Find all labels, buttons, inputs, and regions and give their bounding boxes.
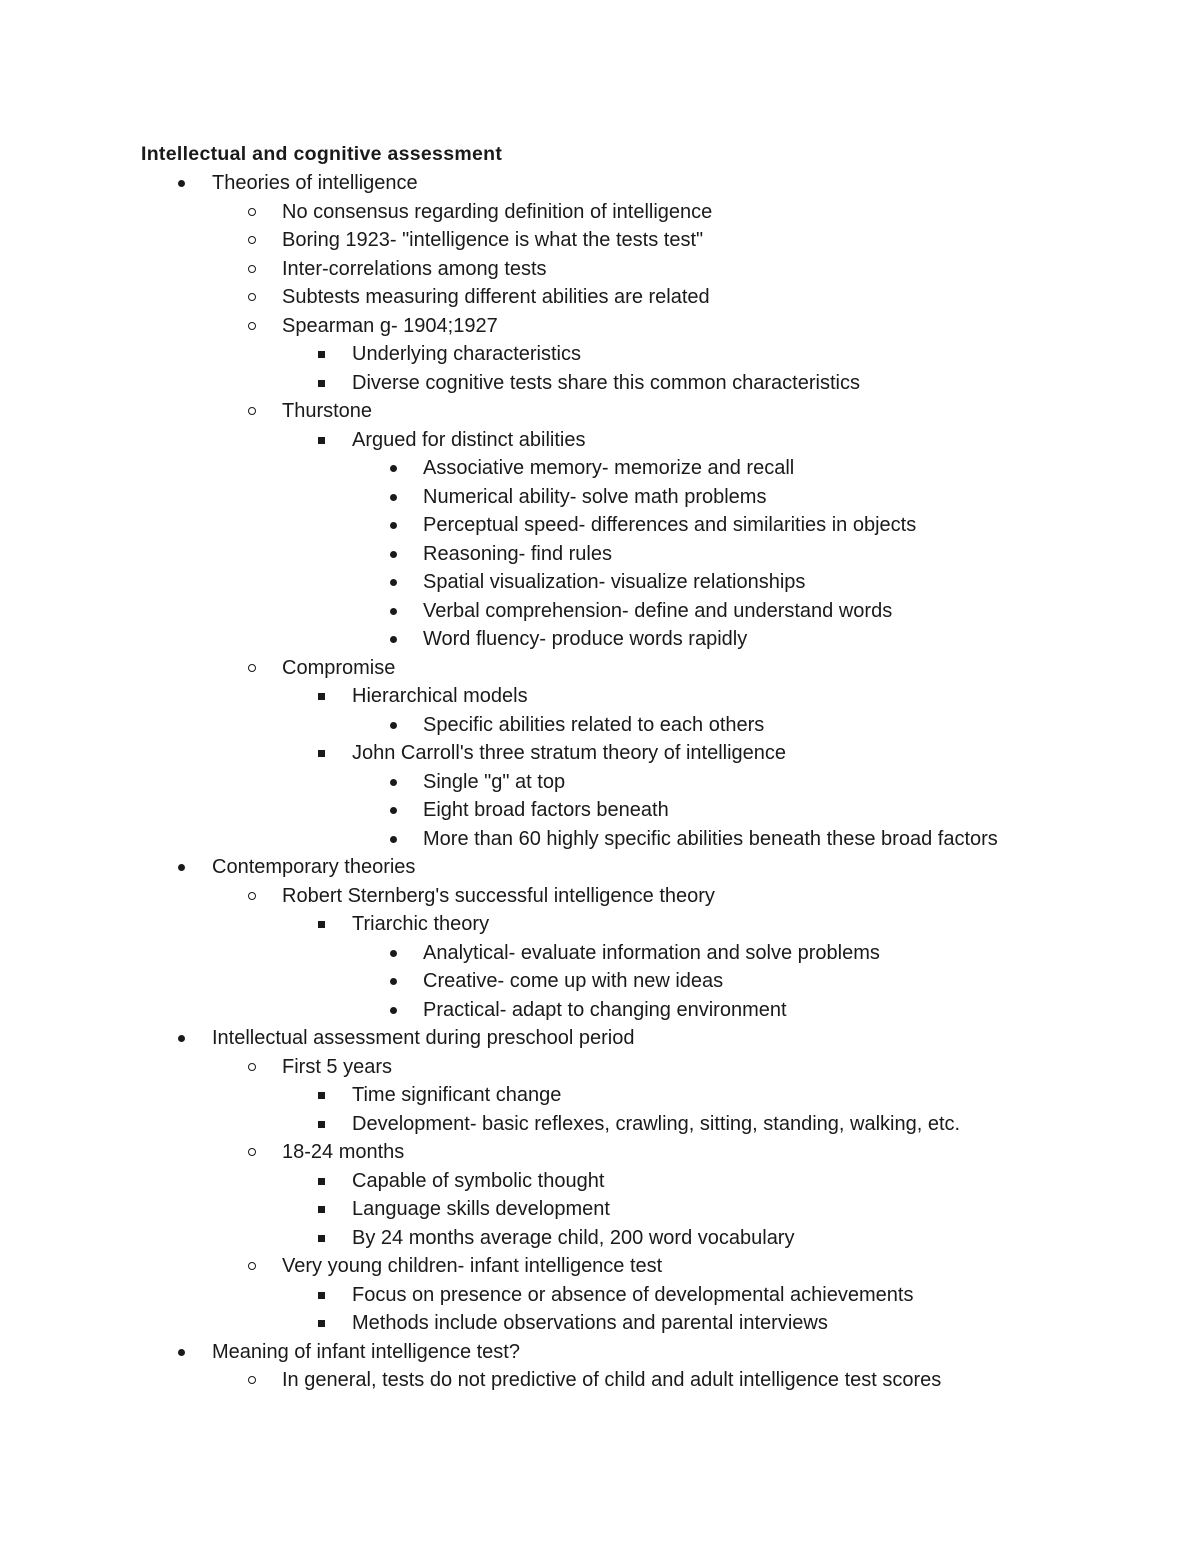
filled-disc-bullet-icon — [390, 494, 397, 501]
filled-disc-bullet-icon — [178, 1035, 185, 1042]
outline-item-level-4 — [0, 768, 1200, 797]
outline-item-text: Thurstone — [282, 400, 373, 422]
filled-square-bullet-icon — [318, 693, 325, 700]
outline-item-level-4 — [0, 967, 1200, 996]
filled-disc-bullet-icon — [390, 551, 397, 558]
outline-item-level-2 — [0, 226, 1200, 255]
outline-item-level-2 — [0, 198, 1200, 227]
outline-item-text: Focus on presence or absence of developmental achievements — [352, 1283, 914, 1306]
outline-item-level-3 — [0, 369, 1200, 398]
filled-disc-bullet-icon — [390, 807, 397, 814]
filled-disc-bullet-icon — [178, 180, 185, 187]
outline-item-text: Underlying characteristics — [352, 343, 581, 365]
hollow-circle-bullet-icon — [248, 1262, 256, 1270]
filled-square-bullet-icon — [318, 1292, 325, 1299]
filled-disc-bullet-icon — [390, 779, 397, 786]
outline-item-level-2 — [0, 255, 1200, 284]
outline-item-level-4 — [0, 511, 1200, 540]
filled-disc-bullet-icon — [390, 608, 397, 615]
hollow-circle-bullet-icon — [248, 407, 256, 415]
filled-square-bullet-icon — [318, 1235, 325, 1242]
outline-item-level-3 — [0, 1195, 1200, 1224]
filled-square-bullet-icon — [318, 1121, 325, 1128]
hollow-circle-bullet-icon — [248, 664, 256, 672]
outline-item-text: John Carroll's three stratum theory of intelligence — [352, 742, 787, 764]
filled-square-bullet-icon — [318, 380, 325, 387]
filled-disc-bullet-icon — [390, 636, 397, 643]
outline-item-level-4 — [0, 711, 1200, 740]
outline-item-level-2 — [0, 1366, 1200, 1395]
document-title: Intellectual and cognitive assessment — [141, 143, 503, 165]
outline-item-level-2 — [0, 397, 1200, 426]
outline-item-text: No consensus regarding definition of intelligence — [282, 200, 713, 223]
outline-item-text: Analytical- evaluate information and solve problems — [423, 941, 880, 964]
filled-square-bullet-icon — [318, 351, 325, 358]
filled-disc-bullet-icon — [390, 522, 397, 529]
outline-item-level-4 — [0, 454, 1200, 483]
outline-item-level-3 — [0, 910, 1200, 939]
outline-item-text: In general, tests do not predictive of child and adult intelligence test scores — [282, 1369, 942, 1391]
outline-item-text: Compromise — [282, 656, 396, 679]
filled-disc-bullet-icon — [390, 978, 397, 985]
outline-item-level-4 — [0, 625, 1200, 654]
outline-item-level-3 — [0, 739, 1200, 768]
filled-square-bullet-icon — [318, 1206, 325, 1213]
outline-item-level-2 — [0, 1053, 1200, 1082]
outline-item-text: Very young children- infant intelligence test — [282, 1255, 663, 1277]
hollow-circle-bullet-icon — [248, 892, 256, 900]
filled-disc-bullet-icon — [390, 722, 397, 729]
outline-item-level-1 — [0, 1024, 1200, 1053]
outline-item-level-1 — [0, 1338, 1200, 1367]
hollow-circle-bullet-icon — [248, 293, 256, 301]
outline-item-level-3 — [0, 1224, 1200, 1253]
filled-disc-bullet-icon — [390, 579, 397, 586]
outline-item-level-2 — [0, 882, 1200, 911]
outline-item-text: Perceptual speed- differences and similarities in objects — [423, 514, 917, 536]
hollow-circle-bullet-icon — [248, 1148, 256, 1156]
outline-item-level-1 — [0, 853, 1200, 882]
filled-square-bullet-icon — [318, 1092, 325, 1099]
outline-item-text: Theories of intelligence — [212, 172, 418, 194]
filled-disc-bullet-icon — [390, 1007, 397, 1014]
outline-item-text: By 24 months average child, 200 word vocabulary — [352, 1226, 795, 1249]
outline-item-level-4 — [0, 540, 1200, 569]
filled-square-bullet-icon — [318, 750, 325, 757]
outline-item-text: Intellectual assessment during preschool period — [212, 1027, 635, 1049]
outline-item-level-3 — [0, 682, 1200, 711]
outline-item-level-2 — [0, 654, 1200, 683]
outline-item-text: More than 60 highly specific abilities beneath these broad factors — [423, 827, 998, 850]
outline-item-level-2 — [0, 312, 1200, 341]
hollow-circle-bullet-icon — [248, 208, 256, 216]
outline-item-text: Meaning of infant intelligence test? — [212, 1340, 520, 1363]
outline-item-text: Development- basic reflexes, crawling, sitting, standing, walking, etc. — [352, 1112, 961, 1135]
filled-square-bullet-icon — [318, 437, 325, 444]
outline-item-text: Practical- adapt to changing environment — [423, 998, 787, 1021]
outline-item-level-3 — [0, 340, 1200, 369]
outline-item-text: Inter-correlations among tests — [282, 257, 547, 280]
outline-item-text: Reasoning- find rules — [423, 542, 612, 565]
outline-item-text: Boring 1923- "intelligence is what the tests test" — [282, 229, 704, 251]
outline-item-text: Hierarchical models — [352, 685, 528, 707]
hollow-circle-bullet-icon — [248, 1376, 256, 1384]
outline-item-level-4 — [0, 568, 1200, 597]
outline-item-level-4 — [0, 597, 1200, 626]
filled-disc-bullet-icon — [178, 1349, 185, 1356]
outline-item-level-2 — [0, 1138, 1200, 1167]
outline-item-level-1 — [0, 169, 1200, 198]
outline-item-text: 18-24 months — [282, 1141, 405, 1163]
outline-item-level-2 — [0, 283, 1200, 312]
outline-item-level-3 — [0, 1110, 1200, 1139]
outline-item-level-4 — [0, 796, 1200, 825]
outline-item-text: Argued for distinct abilities — [352, 428, 586, 451]
outline-item-text: Spatial visualization- visualize relationships — [423, 571, 806, 593]
filled-disc-bullet-icon — [390, 836, 397, 843]
outline-item-text: Diverse cognitive tests share this common characteristics — [352, 371, 860, 394]
outline-item-text: First 5 years — [282, 1055, 393, 1078]
outline-item-text: Language skills development — [352, 1198, 610, 1220]
hollow-circle-bullet-icon — [248, 236, 256, 244]
outline-item-text: Time significant change — [352, 1084, 562, 1106]
outline-item-level-2 — [0, 1252, 1200, 1281]
outline-item-level-3 — [0, 426, 1200, 455]
outline-item-text: Numerical ability- solve math problems — [423, 485, 767, 508]
outline-item-text: Triarchic theory — [352, 913, 490, 935]
outline-item-level-4 — [0, 939, 1200, 968]
outline-item-level-4 — [0, 483, 1200, 512]
outline-item-level-4 — [0, 825, 1200, 854]
outline-item-text: Methods include observations and parental interviews — [352, 1312, 828, 1334]
hollow-circle-bullet-icon — [248, 265, 256, 273]
outline-item-text: Word fluency- produce words rapidly — [423, 628, 748, 650]
outline-item-level-3 — [0, 1309, 1200, 1338]
filled-disc-bullet-icon — [390, 950, 397, 957]
outline-item-text: Specific abilities related to each others — [423, 713, 765, 736]
filled-square-bullet-icon — [318, 1320, 325, 1327]
filled-disc-bullet-icon — [390, 465, 397, 472]
outline-item-text: Associative memory- memorize and recall — [423, 457, 795, 479]
outline-item-level-3 — [0, 1081, 1200, 1110]
outline-item-text: Verbal comprehension- define and understand words — [423, 599, 893, 622]
hollow-circle-bullet-icon — [248, 1063, 256, 1071]
filled-square-bullet-icon — [318, 1178, 325, 1185]
outline-item-text: Capable of symbolic thought — [352, 1169, 605, 1192]
outline-item-text: Creative- come up with new ideas — [423, 970, 724, 992]
filled-disc-bullet-icon — [178, 864, 185, 871]
bullet-outline — [0, 169, 1200, 1395]
hollow-circle-bullet-icon — [248, 322, 256, 330]
outline-item-text: Single "g" at top — [423, 770, 566, 793]
filled-square-bullet-icon — [318, 921, 325, 928]
outline-item-level-3 — [0, 1167, 1200, 1196]
outline-item-text: Robert Sternberg's successful intelligence theory — [282, 884, 715, 907]
outline-item-level-4 — [0, 996, 1200, 1025]
outline-item-text: Eight broad factors beneath — [423, 799, 669, 821]
outline-item-level-3 — [0, 1281, 1200, 1310]
outline-item-text: Spearman g- 1904;1927 — [282, 314, 498, 337]
outline-item-text: Subtests measuring different abilities are related — [282, 286, 710, 308]
outline-item-text: Contemporary theories — [212, 856, 416, 878]
